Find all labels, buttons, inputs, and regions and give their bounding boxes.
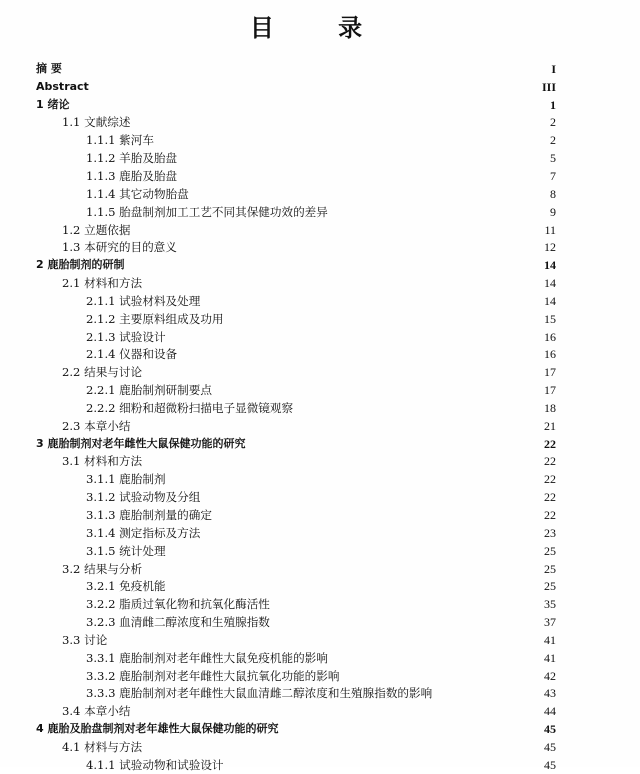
toc-leader-dots <box>145 277 532 290</box>
toc-entry[interactable] <box>36 78 556 96</box>
toc-entry-label: 3.2.2 脂质过氧化物和抗氧化酶活性 <box>86 597 270 612</box>
toc-entry-page-number: 21 <box>544 418 556 433</box>
toc-entry[interactable] <box>36 185 556 203</box>
toc-leader-dots <box>134 705 533 718</box>
toc-entry-page-number: 25 <box>544 543 556 558</box>
toc-entry[interactable] <box>36 649 556 667</box>
toc-entry[interactable] <box>36 167 556 185</box>
toc-leader-dots <box>180 241 532 254</box>
toc-entry-page-number: 37 <box>544 615 556 630</box>
toc-entry[interactable] <box>36 292 556 310</box>
toc-entry-label: 2.1.4 仪器和设备 <box>86 347 178 362</box>
toc-entry-page-number: 5 <box>550 151 556 166</box>
toc-leader-dots <box>65 62 532 75</box>
toc-leader-dots <box>342 669 532 682</box>
toc-entry-page-number: 11 <box>544 222 556 237</box>
toc-entry-label: 4.1.1 试验动物和试验设计 <box>86 757 224 772</box>
toc-entry-page-number: I <box>551 61 556 76</box>
toc-entry[interactable] <box>36 631 556 649</box>
toc-entry[interactable] <box>36 114 556 132</box>
toc-entry-label: 2.3 本章小结 <box>62 418 131 433</box>
toc-entry-page-number: 15 <box>544 311 556 326</box>
toc-leader-dots <box>169 473 532 486</box>
toc-entry-label: 1.1.5 胎盘制剂加工工艺不同其保健功效的差异 <box>86 204 328 219</box>
toc-entry-label: 1.2 立题依据 <box>62 222 131 237</box>
toc-entry[interactable] <box>36 613 556 631</box>
toc-entry-page-number: 22 <box>544 472 556 487</box>
toc-entry[interactable] <box>36 720 556 738</box>
toc-entry[interactable] <box>36 274 556 292</box>
toc-entry-page-number: 23 <box>544 525 556 540</box>
toc-leader-dots <box>227 312 532 325</box>
toc-entry[interactable] <box>36 595 556 613</box>
toc-leader-dots <box>169 580 532 593</box>
toc-entry-label: 3.3.2 鹿胎制剂对老年雌性大鼠抗氧化功能的影响 <box>86 668 340 683</box>
toc-entry-label: 3.1.5 统计处理 <box>86 543 166 558</box>
toc-entry[interactable] <box>36 702 556 720</box>
toc-entry-label: 1.1.1 紫河车 <box>86 133 154 148</box>
toc-entry-label: 3.1.2 试验动物及分组 <box>86 490 201 505</box>
toc-entry-label: 摘 要 <box>36 61 62 75</box>
toc-entry-page-number: 22 <box>544 454 556 469</box>
toc-entry-page-number: 25 <box>544 579 556 594</box>
toc-leader-dots <box>127 259 532 272</box>
toc-entry[interactable] <box>36 399 556 417</box>
toc-leader-dots <box>169 330 532 343</box>
toc-entry[interactable] <box>36 542 556 560</box>
toc-entry[interactable] <box>36 488 556 506</box>
toc-leader-dots <box>145 366 532 379</box>
toc-entry-label: 3.1.4 测定指标及方法 <box>86 525 201 540</box>
toc-entry-label: 3.2 结果与分析 <box>62 561 143 576</box>
toc-entry[interactable] <box>36 363 556 381</box>
table-of-contents <box>36 60 556 774</box>
toc-entry-page-number: 14 <box>544 276 556 291</box>
toc-entry-page-number: 7 <box>550 168 556 183</box>
toc-entry-label: 3.3.3 鹿胎制剂对老年雌性大鼠血清雌二醇浓度和生殖腺指数的影响 <box>86 686 433 701</box>
toc-leader-dots <box>435 687 532 700</box>
toc-entry-label: 1.3 本研究的目的意义 <box>62 240 177 255</box>
toc-entry-page-number: 42 <box>544 668 556 683</box>
toc-entry-page-number: 1 <box>550 97 556 112</box>
toc-entry[interactable] <box>36 381 556 399</box>
toc-entry[interactable] <box>36 149 556 167</box>
toc-entry-page-number: 17 <box>544 383 556 398</box>
toc-leader-dots <box>203 526 532 539</box>
toc-entry-page-number: 43 <box>544 686 556 701</box>
toc-leader-dots <box>227 758 532 771</box>
toc-entry-page-number: 44 <box>544 704 556 719</box>
toc-leader-dots <box>72 98 532 111</box>
toc-entry-label: 2.2.1 鹿胎制剂研制要点 <box>86 383 212 398</box>
toc-entry-label: 3.3.1 鹿胎制剂对老年雌性大鼠免疫机能的影响 <box>86 650 328 665</box>
toc-leader-dots <box>248 437 532 450</box>
toc-leader-dots <box>296 401 532 414</box>
toc-leader-dots <box>203 294 532 307</box>
toc-entry-page-number: 45 <box>544 722 556 737</box>
toc-entry[interactable] <box>36 577 556 595</box>
toc-leader-dots <box>203 491 532 504</box>
toc-entry-page-number: 35 <box>544 597 556 612</box>
toc-entry-label: 3.2.3 血清雌二醇浓度和生殖腺指数 <box>86 615 270 630</box>
toc-entry-page-number: 14 <box>544 258 556 273</box>
toc-entry-page-number: 41 <box>544 632 556 647</box>
toc-entry-page-number: 41 <box>544 650 556 665</box>
toc-entry-page-number: 25 <box>544 561 556 576</box>
toc-entry[interactable] <box>36 203 556 221</box>
toc-leader-dots <box>145 562 532 575</box>
toc-leader-dots <box>281 723 532 736</box>
toc-entry[interactable] <box>36 470 556 488</box>
toc-entry[interactable] <box>36 685 556 703</box>
toc-entry[interactable] <box>36 417 556 435</box>
toc-entry-page-number: 16 <box>544 329 556 344</box>
toc-entry-label: 1.1.2 羊胎及胎盘 <box>86 151 178 166</box>
toc-entry-label: 2.2.2 细粉和超微粉扫描电子显微镜观察 <box>86 400 294 415</box>
toc-entry-label: 1 绪论 <box>36 97 70 111</box>
toc-leader-dots <box>331 205 532 218</box>
toc-entry[interactable] <box>36 738 556 756</box>
toc-leader-dots <box>145 740 532 753</box>
toc-leader-dots <box>180 169 532 182</box>
toc-entry-page-number: 17 <box>544 365 556 380</box>
toc-entry[interactable] <box>36 131 556 149</box>
toc-leader-dots <box>192 187 532 200</box>
toc-entry-page-number: III <box>541 79 556 94</box>
toc-leader-dots <box>215 509 532 522</box>
toc-entry-label: 1.1.4 其它动物胎盘 <box>86 186 189 201</box>
toc-leader-dots <box>134 223 533 236</box>
toc-leader-dots <box>169 544 532 557</box>
page-title: 目 录 <box>249 13 391 42</box>
toc-entry-page-number: 12 <box>544 240 556 255</box>
toc-entry-page-number: 22 <box>544 508 556 523</box>
toc-entry-label: 2.1.2 主要原料组成及功用 <box>86 311 224 326</box>
toc-leader-dots <box>180 348 532 361</box>
toc-leader-dots <box>110 633 532 646</box>
toc-entry-page-number: 9 <box>550 204 556 219</box>
toc-entry[interactable] <box>36 560 556 578</box>
toc-leader-dots <box>273 616 532 629</box>
toc-entry[interactable] <box>36 667 556 685</box>
toc-entry-page-number: 2 <box>550 115 556 130</box>
toc-leader-dots <box>134 419 533 432</box>
toc-leader-dots <box>92 80 532 93</box>
toc-entry[interactable] <box>36 221 556 239</box>
toc-entry-page-number: 8 <box>550 186 556 201</box>
toc-leader-dots <box>157 134 532 147</box>
toc-entry[interactable] <box>36 756 556 774</box>
toc-leader-dots <box>180 152 532 165</box>
toc-leader-dots <box>134 116 533 129</box>
toc-entry-label: 2.1 材料和方法 <box>62 276 143 291</box>
toc-entry-label: 3.4 本章小结 <box>62 704 131 719</box>
toc-leader-dots <box>215 384 532 397</box>
toc-leader-dots <box>331 651 532 664</box>
toc-entry[interactable] <box>36 524 556 542</box>
toc-leader-dots <box>145 455 532 468</box>
toc-leader-dots <box>273 598 532 611</box>
toc-entry-label: 4.1 材料与方法 <box>62 739 143 754</box>
toc-entry[interactable] <box>36 453 556 471</box>
toc-entry[interactable] <box>36 328 556 346</box>
toc-entry-label: 2.1.3 试验设计 <box>86 329 166 344</box>
toc-entry-page-number: 22 <box>544 490 556 505</box>
toc-entry-label: 3.3 讨论 <box>62 632 108 647</box>
toc-entry-page-number: 14 <box>544 293 556 308</box>
toc-entry-page-number: 45 <box>544 739 556 754</box>
toc-entry[interactable] <box>36 346 556 364</box>
toc-entry[interactable] <box>36 435 556 453</box>
toc-entry-label: 3.1.3 鹿胎制剂量的确定 <box>86 508 212 523</box>
toc-entry-page-number: 18 <box>544 400 556 415</box>
toc-entry[interactable] <box>36 60 556 78</box>
toc-entry-label: 2.2 结果与讨论 <box>62 365 143 380</box>
toc-entry-page-number: 2 <box>550 133 556 148</box>
toc-entry-label: 2 鹿胎制剂的研制 <box>36 258 125 272</box>
toc-entry[interactable] <box>36 310 556 328</box>
toc-entry[interactable] <box>36 256 556 274</box>
toc-entry-label: 3.2.1 免疫机能 <box>86 579 166 594</box>
toc-entry-label: 3.1 材料和方法 <box>62 454 143 469</box>
toc-entry[interactable] <box>36 96 556 114</box>
toc-entry[interactable] <box>36 506 556 524</box>
toc-entry[interactable] <box>36 238 556 256</box>
toc-entry-page-number: 22 <box>544 436 556 451</box>
toc-entry-label: 2.1.1 试验材料及处理 <box>86 293 201 308</box>
toc-entry-page-number: 45 <box>544 757 556 772</box>
toc-entry-label: 3.1.1 鹿胎制剂 <box>86 472 166 487</box>
toc-entry-label: 3 鹿胎制剂对老年雌性大鼠保健功能的研究 <box>36 436 246 450</box>
toc-entry-label: 1.1 文献综述 <box>62 115 131 130</box>
toc-entry-label: 1.1.3 鹿胎及胎盘 <box>86 168 178 183</box>
toc-entry-label: 4 鹿胎及胎盘制剂对老年雄性大鼠保健功能的研究 <box>36 722 279 736</box>
toc-entry-label: Abstract <box>36 79 89 93</box>
toc-entry-page-number: 16 <box>544 347 556 362</box>
